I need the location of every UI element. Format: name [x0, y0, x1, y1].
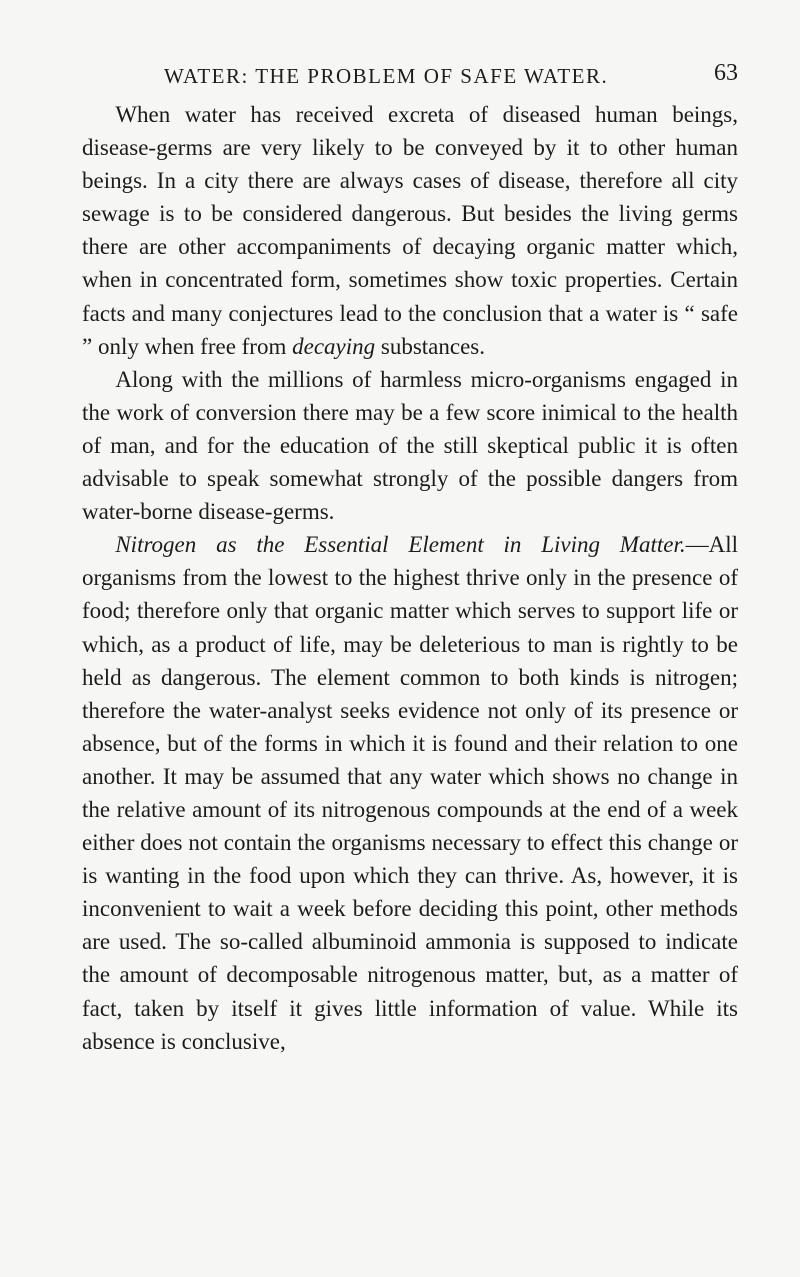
- paragraph-germs-text: When water has received excreta of diseased human beings, disease-germs are very likely to be conveyed by it to other human beings. In a city there are always cases of disease, therefore all city sewage is to be considered dangerous. But besides the living germs there are other accompaniments of decaying organic matter which, when in concentrated form, sometimes show toxic properties. Certain facts and many conjectures lead to the conclusion that a water is “ safe ” only when free from: [82, 102, 738, 359]
- book-page: [82, 58, 738, 1058]
- running-head: [82, 58, 738, 98]
- body-text: [82, 98, 738, 1058]
- paragraph-nitrogen: [82, 528, 738, 1058]
- page-number: 63: [714, 60, 738, 86]
- section-heading-nitrogen: Nitrogen as the Essential Element in Living Matter.: [115, 532, 686, 558]
- paragraph-nitrogen-text: —All organisms from the lowest to the highest thrive only in the presence of food; therefore only that organic matter which serves to support life or which, as a product of life, may be deleterious to man is rightly to be held as dangerous. The element common to both kinds is nitrogen; therefore the water-analyst seeks evidence not only of its presence or absence, but of the forms in which it is found and their relation to one another. It may be assumed that any water which shows no change in the relative amount of its nitrogenous compounds at the end of a week either does not contain the organisms necessary to effect this change or is wanting in the food upon which they can thrive. As, however, it is inconvenient to wait a week before deciding this point, other methods are used. The so-called albuminoid ammonia is supposed to indicate the amount of decomposable nitrogenous matter, but, as a matter of fact, taken by itself it gives little information of value. While its absence is conclusive,: [82, 532, 738, 1054]
- paragraph-germs-end: substances.: [375, 333, 486, 359]
- running-title: WATER: THE PROBLEM OF SAFE WATER.: [164, 64, 609, 88]
- paragraph-germs: [82, 98, 738, 363]
- emphasis-decaying: decaying: [292, 333, 376, 359]
- paragraph-micro-organisms: Along with the millions of harmless micro-organisms engaged in the work of conversion there may be a few score inimical to the health of man, and for the education of the still skeptical public it is often advisable to speak somewhat strongly of the possible dangers from water-borne disease-germs.: [82, 366, 738, 525]
